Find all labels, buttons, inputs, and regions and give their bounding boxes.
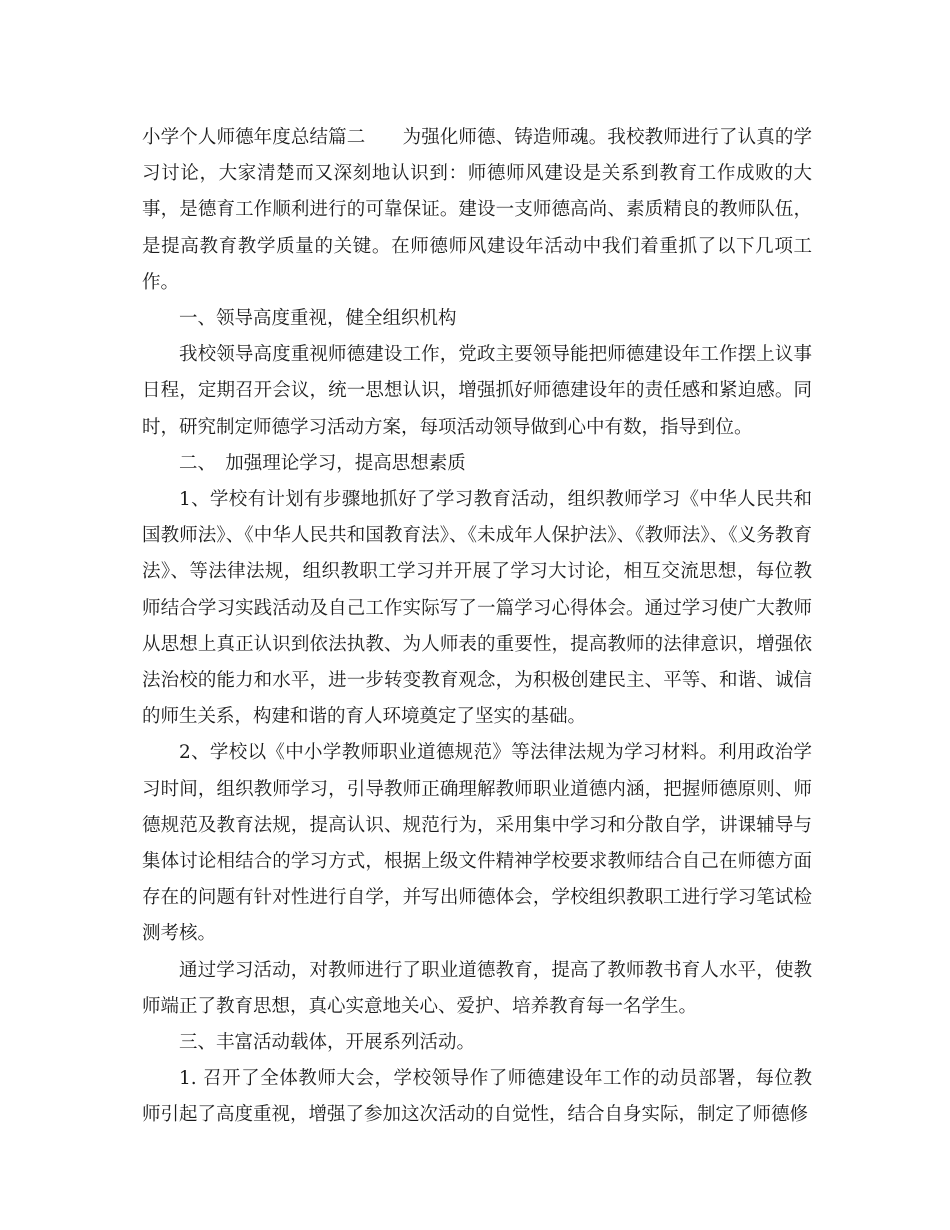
document-body [142, 120, 812, 1134]
section-heading-1: 一、领导高度重视，健全组织机构 [179, 308, 457, 330]
paragraph: 2、学校以《中小学教师职业道德规范》等法律法规为学习材料。利用政治学习时间，组织教师学习，引导教师正确理解教师职业道德内涵，把握师德原则、师德规范及教育法规，提高认识、规范行为，采用集中学习和分散自学，讲课辅导与集体讨论相结合的学习方式，根据上级文件精神学校要求教师结合自己在师德方面存在的问题有针对性进行自学，并写出师德体会，学校组织教职工进行学习笔试检测考核。 [142, 742, 812, 945]
paragraph: 我校领导高度重视师德建设工作，党政主要领导能把师德建设年工作摆上议事日程，定期召开会议，统一思想认识，增强抓好师德建设年的责任感和紧迫感。同时，研究制定师德学习活动方案，每项活动领导做到心中有数，指导到位。 [142, 344, 812, 438]
section-heading-3: 三、丰富活动载体，开展系列活动。 [179, 1032, 476, 1054]
paragraph: 1. 召开了全体教师大会，学校领导作了师德建设年工作的动员部署，每位教师引起了高度重视，增强了参加这次活动的自觉性，结合自身实际，制定了师德修 [142, 1068, 812, 1126]
intro-paragraph: 小学个人师德年度总结篇二 为强化师德、铸造师魂。我校教师进行了认真的学习讨论，大家清楚而又深刻地认识到：师德师风建设是关系到教育工作成败的大事，是德育工作顺利进行的可靠保证。建设一支师德高尚、素质精良的教师队伍，是提高教育教学质量的关键。在师德师风建设年活动中我们着重抓了以下几项工作。 [142, 127, 812, 293]
paragraph: 1、学校有计划有步骤地抓好了学习教育活动，组织教师学习《中华人民共和国教师法》、《中华人民共和国教育法》、《未成年人保护法》、《教师法》、《义务教育法》、等法律法规，组织教职工学习并开展了学习大讨论，相互交流思想，每位教师结合学习实践活动及自己工作实际写了一篇学习心得体会。通过学习使广大教师从思想上真正认识到依法执教、为人师表的重要性，提高教师的法律意识，增强依法治校的能力和水平，进一步转变教育观念，为积极创建民主、平等、和谐、诚信的师生关系，构建和谐的育人环境奠定了坚实的基础。 [142, 489, 812, 728]
paragraph: 通过学习活动，对教师进行了职业道德教育，提高了教师教书育人水平，使教师端正了教育思想，真心实意地关心、爱护、培养教育每一名学生。 [142, 959, 812, 1017]
section-heading-2: 二、 加强理论学习，提高思想素质 [179, 452, 466, 474]
